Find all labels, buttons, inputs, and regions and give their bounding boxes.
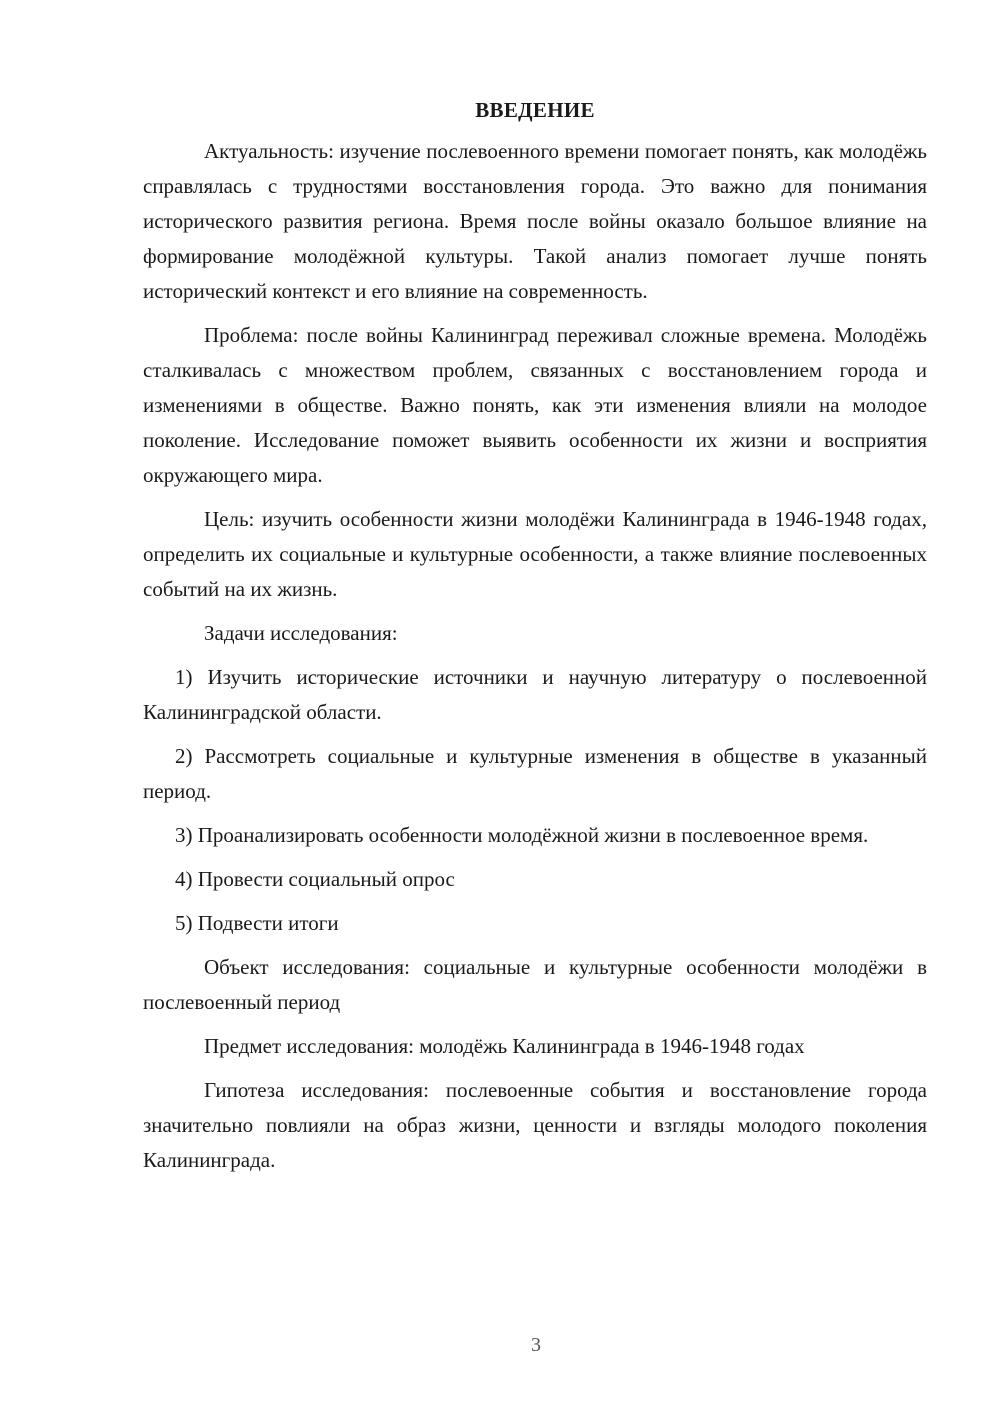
paragraph-problem: Проблема: после войны Калининград переживал сложные времена. Молодёжь сталкивалась с множеством проблем, связанных с восстановлением города и изменениями в обществе. Важно понять, как эти изменения влияли на молодое поколение. Исследование поможет выявить особенности их жизни и восприятия окружающего мира. (143, 323, 927, 487)
section-title: ВВЕДЕНИЕ (475, 98, 595, 122)
page-number: 3 (531, 1334, 541, 1356)
paragraph-object: Объект исследования: социальные и культурные особенности молодёжи в послевоенный период (143, 955, 927, 1014)
task-item-2: 2) Рассмотреть социальные и культурные изменения в обществе в указанный период. (143, 744, 927, 803)
paragraph-hypothesis: Гипотеза исследования: послевоенные события и восстановление города значительно повлияли на образ жизни, ценности и взгляды молодого поколения Калининграда. (143, 1078, 927, 1172)
document-page (143, 96, 927, 1187)
paragraph-goal: Цель: изучить особенности жизни молодёжи Калининграда в 1946-1948 годах, определить их социальные и культурные особенности, а также влияние послевоенных событий на их жизнь. (143, 507, 927, 601)
task-item-3: 3) Проанализировать особенности молодёжной жизни в послевоенное время. (175, 823, 869, 847)
task-item-4: 4) Провести социальный опрос (175, 867, 455, 891)
paragraph-actuality: Актуальность: изучение послевоенного времени помогает понять, как молодёжь справлялась с трудностями восстановления города. Это важно для понимания исторического развития региона. Время после войны оказало большое влияние на формирование молодёжной культуры. Такой анализ помогает лучше понять исторический контекст и его влияние на современность. (143, 139, 927, 303)
paragraph-subject: Предмет исследования: молодёжь Калининграда в 1946-1948 годах (204, 1034, 805, 1058)
task-item-1: 1) Изучить исторические источники и научную литературу о послевоенной Калининградской области. (143, 665, 927, 724)
task-item-5: 5) Подвести итоги (175, 911, 339, 935)
tasks-heading: Задачи исследования: (204, 621, 398, 645)
